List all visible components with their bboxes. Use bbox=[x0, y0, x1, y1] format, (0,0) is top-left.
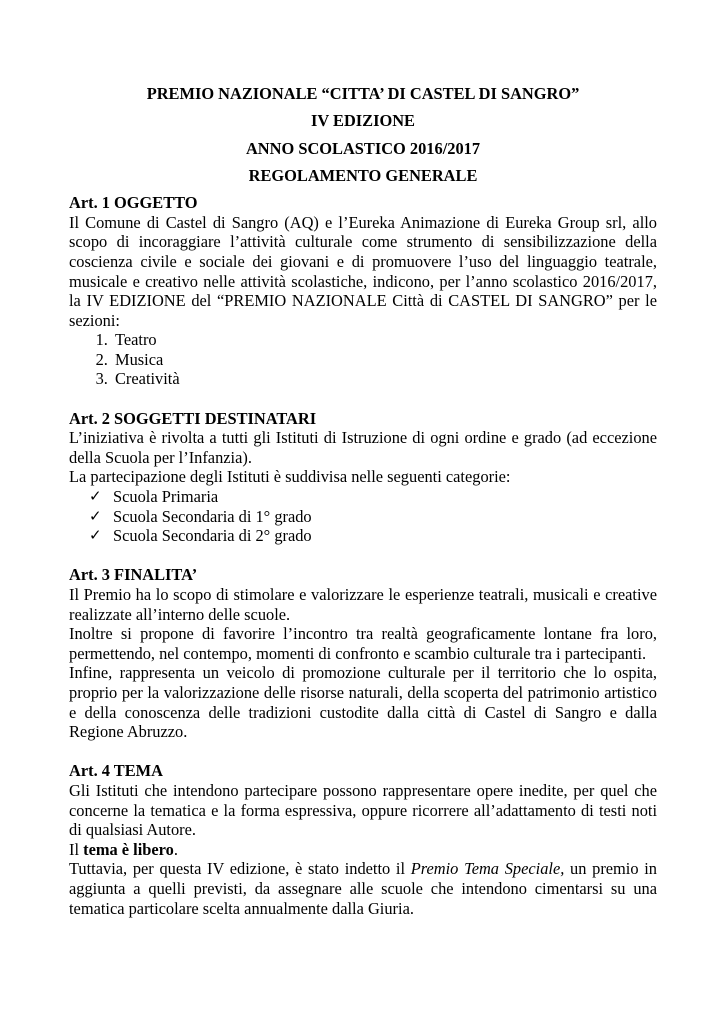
para-2-prefix: Il bbox=[69, 839, 84, 859]
category-item bbox=[89, 507, 657, 527]
categories-list bbox=[69, 487, 657, 546]
category-item bbox=[89, 487, 657, 507]
header-school-year: ANNO SCOLASTICO 2016/2017 bbox=[245, 138, 481, 158]
checkmark-icon: ✓ bbox=[89, 526, 102, 545]
article-4-para-2 bbox=[69, 840, 657, 860]
document-page bbox=[69, 84, 657, 918]
category-item bbox=[89, 526, 657, 546]
para-3-suffix: un premio in aggiunta a quelli previsti, da assegnare alle scuole che intendono cimentarsi su una tematica particolare scelta annualmente dalla Giuria. bbox=[69, 859, 657, 918]
article-4-heading: Art. 4 TEMA bbox=[69, 761, 163, 781]
header-edition: IV EDIZIONE bbox=[311, 111, 415, 131]
category-label: Scuola Secondaria di 2° grado bbox=[113, 526, 312, 546]
checkmark-icon: ✓ bbox=[89, 506, 102, 525]
para-2-suffix: . bbox=[173, 839, 178, 859]
article-4-para-1: Gli Istituti che intendono partecipare possono rappresentare opere inedite, per quel che concerne la tematica e la forma espressiva, oppure ricorrere all’adattamento di testi noti di qualsiasi Autore. bbox=[69, 780, 657, 840]
section-item: 2. Musica bbox=[112, 350, 657, 370]
article-2-body-2: La partecipazione degli Istituti è suddivisa nelle seguenti categorie: bbox=[69, 467, 511, 487]
header-title: PREMIO NAZIONALE “CITTA’ DI CASTEL DI SANGRO” bbox=[146, 84, 580, 103]
article-3-para-1: Il Premio ha lo scopo di stimolare e valorizzare le esperienze teatrali, musicali e creative realizzate all’interno delle scuole. bbox=[69, 585, 657, 624]
article-3-para-2: Inoltre si propone di favorire l’incontro tra realtà geograficamente lontane fra loro, permettendo, nel contempo, momenti di confronto e scambio culturale tra i partecipanti. bbox=[69, 624, 657, 663]
sections-list bbox=[69, 330, 657, 389]
document-header bbox=[69, 84, 657, 185]
category-label: Scuola Secondaria di 1° grado bbox=[113, 506, 312, 526]
article-3-heading: Art. 3 FINALITA’ bbox=[69, 565, 198, 585]
category-label: Scuola Primaria bbox=[113, 487, 219, 507]
article-1-body: Il Comune di Castel di Sangro (AQ) e l’Eureka Animazione di Eureka Group srl, allo scopo di incoraggiare l’attività culturale come strumento di sensibilizzazione della coscienza civile e sociale dei giovani e di promuovere l’uso del linguaggio teatrale, musicale e creativo nelle attività scolastiche, indicono, per l’anno scolastico 2016/2017, la IV EDIZIONE del “PREMIO NAZIONALE Città di CASTEL DI SANGRO” per le sezioni: bbox=[69, 212, 657, 330]
special-theme-award: Premio Tema Speciale, bbox=[410, 859, 565, 879]
article-4 bbox=[69, 761, 657, 918]
section-item: 3. Creatività bbox=[112, 369, 657, 389]
article-1-heading: Art. 1 OGGETTO bbox=[69, 193, 198, 213]
header-regulation: REGOLAMENTO GENERALE bbox=[248, 165, 478, 185]
section-item: 1. Teatro bbox=[112, 330, 657, 350]
article-3 bbox=[69, 565, 657, 741]
para-3-prefix: Tuttavia, per questa IV edizione, è stato indetto il bbox=[69, 859, 411, 879]
article-1 bbox=[69, 193, 657, 389]
checkmark-icon: ✓ bbox=[89, 487, 102, 506]
article-2 bbox=[69, 409, 657, 546]
article-4-para-3 bbox=[69, 859, 657, 918]
article-2-heading: Art. 2 SOGGETTI DESTINATARI bbox=[69, 408, 317, 428]
article-2-body-1: L’iniziativa è rivolta a tutti gli Istituti di Istruzione di ogni ordine e grado (ad eccezione della Scuola per l’Infanzia). bbox=[69, 428, 657, 467]
article-3-para-3: Infine, rappresenta un veicolo di promozione culturale per il territorio che lo ospita, proprio per la valorizzazione delle risorse naturali, della scoperta del patrimonio artistico e della conoscenza delle tradizioni custodite dalla città di Castel di Sangro e dalla Regione Abruzzo. bbox=[69, 663, 657, 742]
free-theme-emphasis: tema è libero bbox=[83, 839, 174, 859]
